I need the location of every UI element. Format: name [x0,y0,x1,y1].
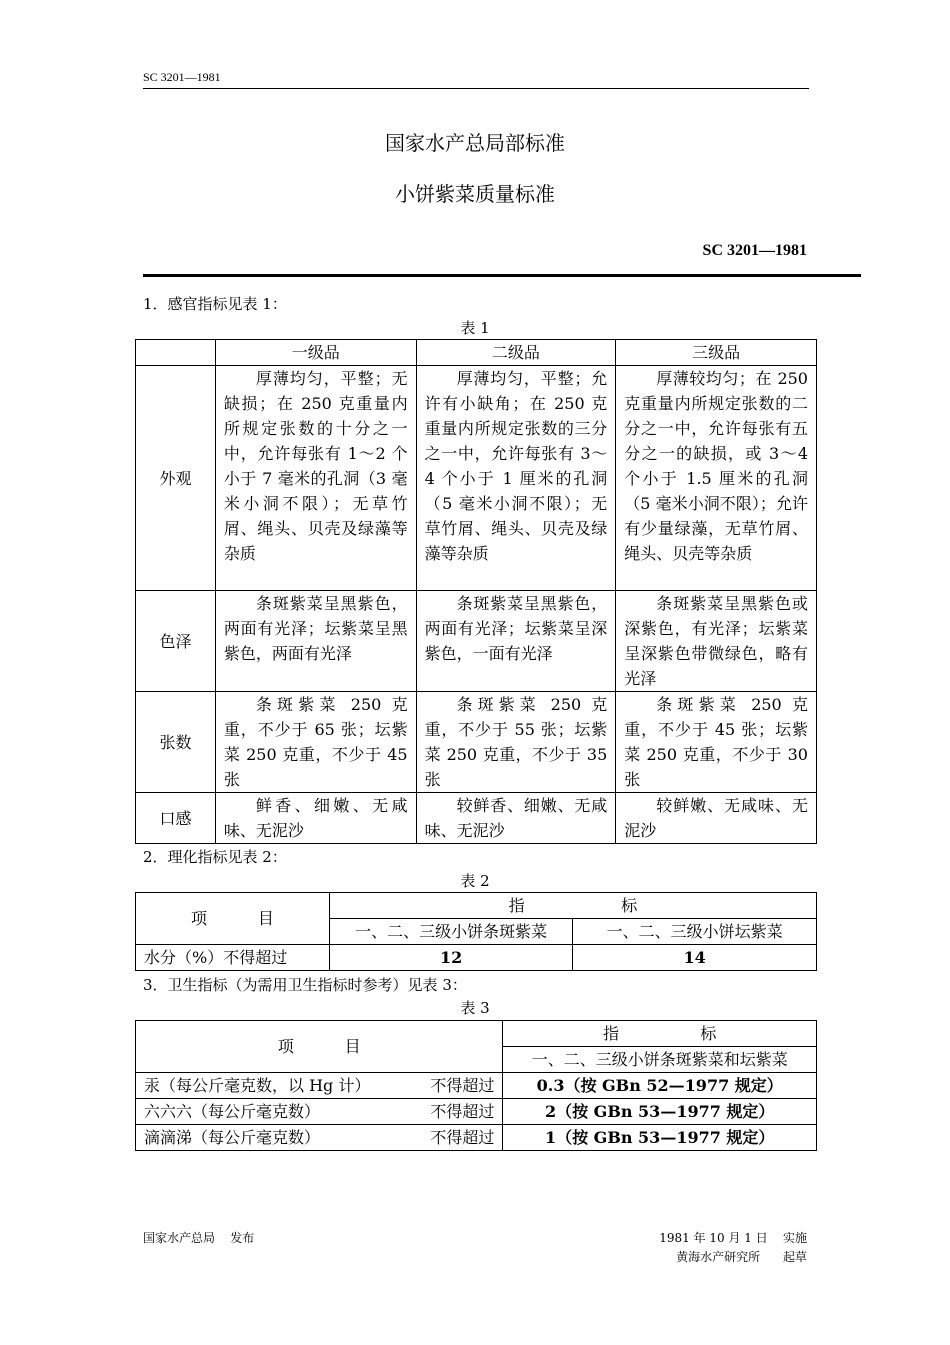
row-label-sheet-count: 张数 [136,692,216,793]
table-row [136,1125,817,1151]
table-cell: 较鲜嫩、无咸味、无泥沙 [616,793,817,844]
table-row [136,1099,817,1125]
table2-row-label: 水分（%）不得超过 [136,945,330,971]
header-rule [143,88,809,89]
header-code: SC 3201—1981 [143,70,221,84]
table-row [136,692,817,793]
table3-item: 六六六（每公斤毫克数） [136,1099,404,1125]
table3-limit: 不得超过 [403,1125,503,1151]
row-label-color: 色泽 [136,591,216,692]
table-cell: 厚薄均匀，平整；允许有小缺角；在 250 克重量内所规定张数的三分之一中，允许每张有 3～4 个小于 1 厘米的孔洞（5 毫米小洞不限）；无草竹屑、绳头、贝壳及绿藻等杂质 [416,366,616,591]
footer-drafter: 黄海水产研究所 起草 [676,1250,807,1264]
table1-corner [136,340,216,366]
table-cell: 厚薄均匀，平整；无缺损；在 250 克重量内所规定张数的十分之一中，允许每张有 1～2 个小于 7 毫米的孔洞（3 毫米小洞不限）；无草竹屑、绳头、贝壳及绿藻等杂质 [215,366,416,591]
footer-publisher: 国家水产总局 发布 [143,1231,255,1245]
section2-heading: 2．理化指标见表 2： [143,848,287,866]
table-cell: 条斑紫菜呈黑紫色或深紫色，有光泽；坛紫菜呈深紫色带微绿色，略有光泽 [616,591,817,692]
issuer-title: 国家水产总局部标准 [385,131,565,155]
table-cell: 条斑紫菜 250 克重，不少于 55 张；坛紫菜 250 克重，不少于 35 张 [416,692,616,793]
table3-value: 1（按 GBn 53—1977 规定） [503,1125,817,1151]
table3-header-row [136,1021,817,1047]
table-row [136,366,817,591]
table3-item-header: 项 目 [136,1021,503,1073]
section3-heading: 3．卫生指标（为需用卫生指标时参考）见表 3： [143,976,467,994]
table2-col-tan: 一、二、三级小饼坛紫菜 [573,919,817,945]
table1-col-grade2: 二级品 [416,340,616,366]
standard-code: SC 3201—1981 [702,242,807,259]
table3-limit: 不得超过 [403,1073,503,1099]
table1-col-grade3: 三级品 [616,340,817,366]
table3-item: 滴滴涕（每公斤毫克数） [136,1125,404,1151]
table3-item: 汞（每公斤毫克数，以 Hg 计） [136,1073,404,1099]
table-cell: 鲜香、细嫩、无咸味、无泥沙 [215,793,416,844]
section1-heading: 1．感官指标见表 1： [143,295,287,313]
table-row [136,945,817,971]
table2-value-tan: 14 [573,945,817,971]
table3 [135,1020,817,1151]
table3-caption: 表 3 [460,999,490,1017]
table2-col-tiaoban: 一、二、三级小饼条斑紫菜 [329,919,573,945]
table2-value-tiaoban: 12 [329,945,573,971]
table3-col-header: 一、二、三级小饼条斑紫菜和坛紫菜 [503,1047,817,1073]
table-cell: 条斑紫菜 250 克重，不少于 65 张；坛紫菜 250 克重，不少于 45 张 [215,692,416,793]
table-cell: 厚薄较均匀；在 250 克重量内所规定张数的二分之一中，允许每张有五分之一的缺损，或 3～4 个小于 1.5 厘米的孔洞（5 毫米小洞不限）；允许有少量绿藻，无草竹屑、绳头、贝壳等杂质 [616,366,817,591]
table3-index-header: 指 标 [503,1021,817,1047]
table1 [135,339,817,844]
table-row [136,1073,817,1099]
table-cell: 条斑紫菜呈黑紫色，两面有光泽；坛紫菜呈黑紫色，两面有光泽 [215,591,416,692]
table1-col-grade1: 一级品 [215,340,416,366]
table2-item-header: 项 目 [136,893,330,945]
table2-header-row [136,893,817,919]
table1-caption: 表 1 [460,319,490,337]
table3-value: 2（按 GBn 53—1977 规定） [503,1099,817,1125]
table-row [136,591,817,692]
table2-caption: 表 2 [460,872,490,890]
row-label-taste: 口感 [136,793,216,844]
table-cell: 条斑紫菜 250 克重，不少于 45 张；坛紫菜 250 克重，不少于 30 张 [616,692,817,793]
table-row [136,793,817,844]
row-label-appearance: 外观 [136,366,216,591]
table2-index-header: 指 标 [329,893,816,919]
table1-header-row [136,340,817,366]
title-rule [143,274,861,277]
table2 [135,892,817,971]
table-cell: 条斑紫菜呈黑紫色，两面有光泽；坛紫菜呈深紫色，一面有光泽 [416,591,616,692]
table-cell: 较鲜香、细嫩、无咸味、无泥沙 [416,793,616,844]
table3-limit: 不得超过 [403,1099,503,1125]
table3-value: 0.3（按 GBn 52—1977 规定） [503,1073,817,1099]
footer-effective-date: 1981 年 10 月 1 日 实施 [659,1231,807,1245]
document-title: 小饼紫菜质量标准 [395,182,555,206]
